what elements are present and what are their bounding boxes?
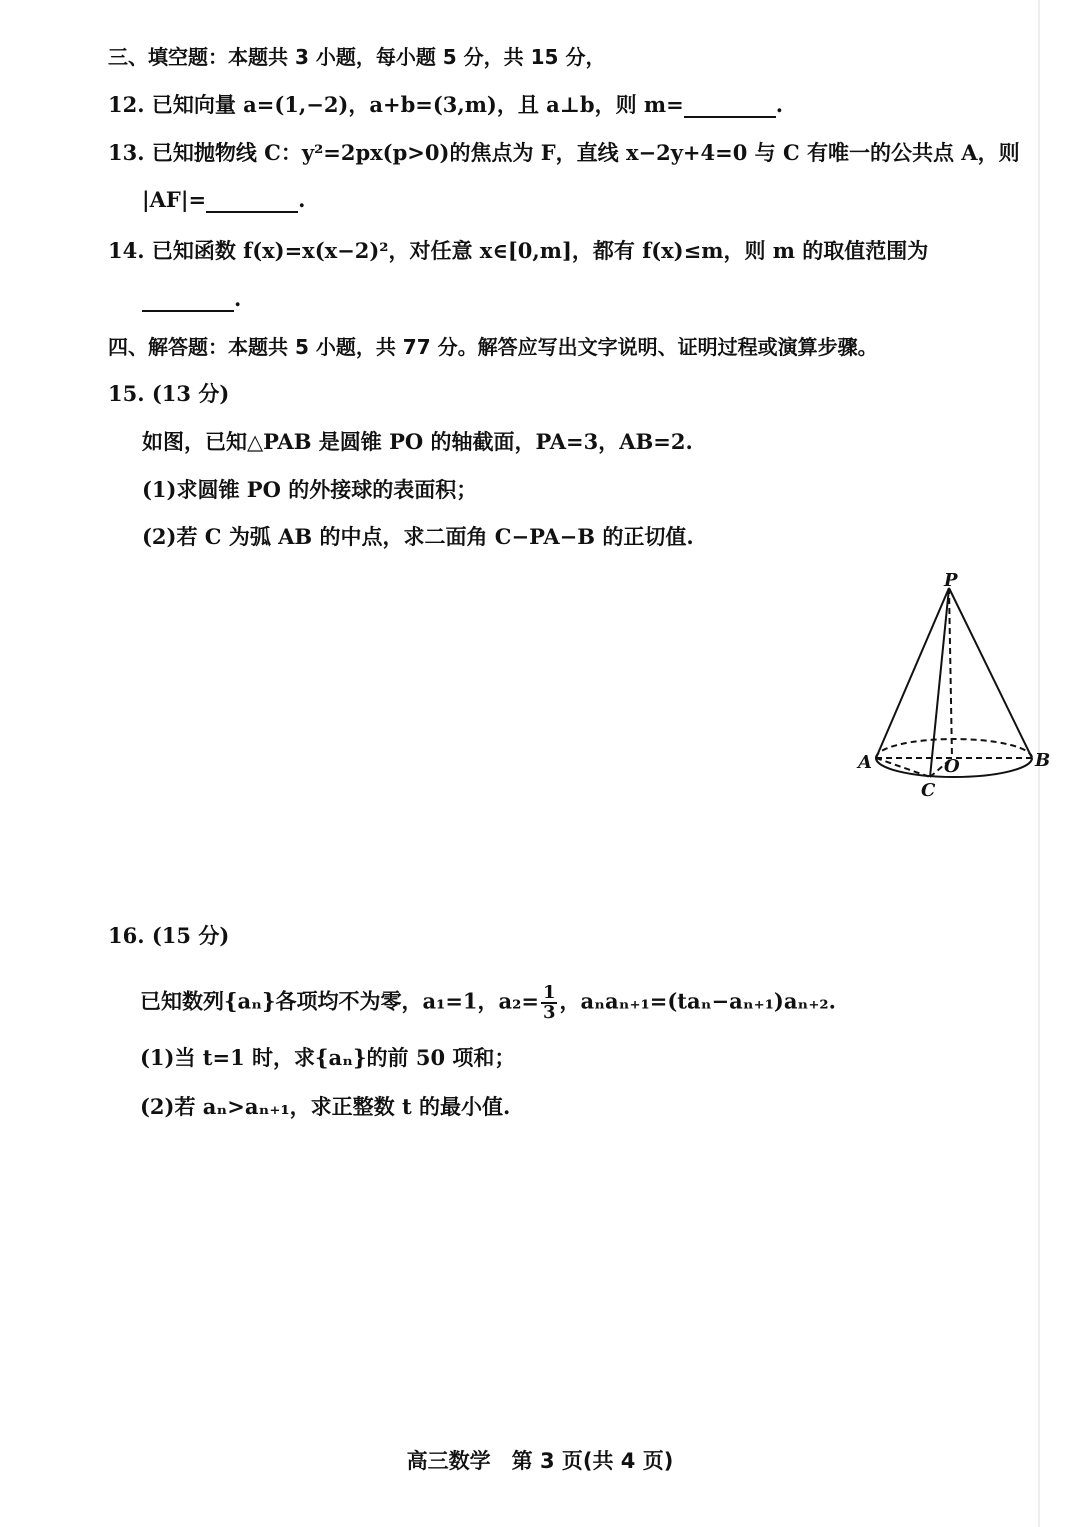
q14-end: . <box>234 286 242 311</box>
q12-answer-blank[interactable] <box>684 96 776 118</box>
question-13-line1: 13. 已知抛物线 C：y²=2px(p>0)的焦点为 F，直线 x−2y+4=0 与 C 有唯一的公共点 A，则 <box>108 140 1020 165</box>
q16-stem-a: 已知数列{aₙ}各项均不为零，a₁=1，a₂= <box>140 988 539 1014</box>
cone-edge-PA <box>876 588 949 758</box>
frac-den: 3 <box>542 1002 556 1023</box>
label-O: O <box>944 756 960 777</box>
label-B: B <box>1035 750 1050 771</box>
q16-part2: (2)若 aₙ>aₙ₊₁，求正整数 t 的最小值. <box>140 1094 511 1119</box>
page-footer: 高三数学 第 3 页(共 4 页) <box>406 1449 674 1473</box>
q15-part1: (1)求圆锥 PO 的外接球的表面积； <box>142 477 478 502</box>
q12-text: 12. 已知向量 a=(1,−2)，a+b=(3,m)，且 a⊥b，则 m= <box>108 92 684 117</box>
question-14-line2 <box>142 286 241 312</box>
q13-answer-blank[interactable] <box>206 191 298 213</box>
label-A: A <box>858 752 872 773</box>
question-14-line1: 14. 已知函数 f(x)=x(x−2)²，对任意 x∈[0,m]，都有 f(x)≤m，则 m 的取值范围为 <box>108 238 929 263</box>
fraction-one-third <box>541 984 558 1022</box>
cone-figure <box>850 570 1050 805</box>
q16-part1: (1)当 t=1 时，求{aₙ}的前 50 项和； <box>140 1045 516 1070</box>
frac-num: 1 <box>542 982 556 1003</box>
q16-number: 16. (15 分) <box>108 923 230 948</box>
q16-stem <box>140 984 836 1022</box>
q12-end: . <box>775 92 784 117</box>
question-12 <box>108 92 783 118</box>
label-C: C <box>921 780 936 801</box>
q15-stem: 如图，已知△PAB 是圆锥 PO 的轴截面，PA=3，AB=2. <box>142 429 693 454</box>
question-13-line2 <box>142 187 305 213</box>
q13-end: . <box>298 187 306 212</box>
section3-heading: 三、填空题：本题共 3 小题，每小题 5 分，共 15 分， <box>108 45 606 69</box>
q13-af-label: |AF|= <box>142 187 207 212</box>
cone-edge-PB <box>949 588 1032 758</box>
cone-axis-PO <box>949 588 952 758</box>
cone-edge-PC <box>930 588 949 777</box>
q16-stem-b: ，aₙaₙ₊₁=(taₙ−aₙ₊₁)aₙ₊₂. <box>559 988 836 1014</box>
q14-answer-blank[interactable] <box>142 290 234 312</box>
label-P: P <box>944 570 958 591</box>
q15-number: 15. (13 分) <box>108 381 230 406</box>
section4-heading: 四、解答题：本题共 5 小题，共 77 分。解答应写出文字说明、证明过程或演算步骤。 <box>108 335 878 359</box>
q15-part2: (2)若 C 为弧 AB 的中点，求二面角 C−PA−B 的正切值. <box>142 524 694 549</box>
